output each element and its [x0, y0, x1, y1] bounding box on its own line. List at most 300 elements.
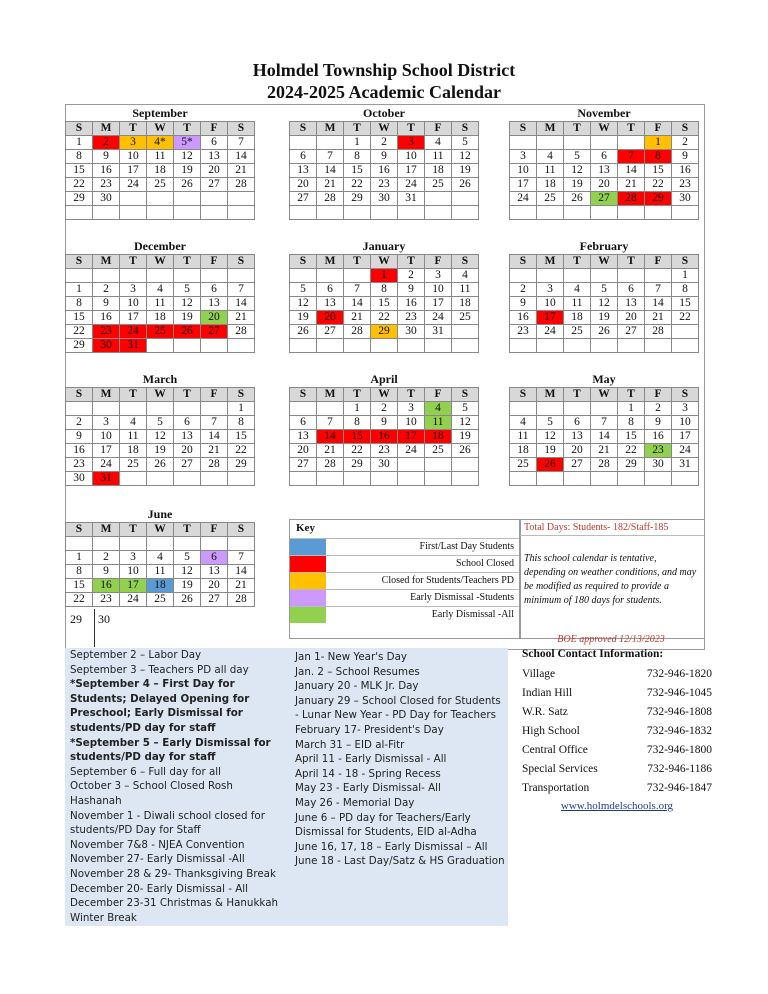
- weekday-header: S: [672, 122, 699, 136]
- day-cell: [537, 206, 564, 220]
- day-cell: [317, 269, 344, 283]
- weekday-header: W: [591, 388, 618, 402]
- day-cell: 26: [452, 178, 479, 192]
- day-cell: 29: [371, 325, 398, 339]
- weekday-header: F: [201, 523, 228, 537]
- day-cell: [174, 472, 201, 486]
- day-cell: [174, 537, 201, 551]
- day-cell: 8: [228, 416, 255, 430]
- month-table: [65, 254, 255, 353]
- day-cell: 13: [591, 164, 618, 178]
- day-cell: 26: [591, 325, 618, 339]
- day-cell: 1: [371, 269, 398, 283]
- day-cell: [564, 402, 591, 416]
- day-cell: 19: [537, 444, 564, 458]
- day-cell: 16: [398, 297, 425, 311]
- day-cell: 18: [452, 297, 479, 311]
- day-cell: 15: [645, 164, 672, 178]
- key-row: [290, 589, 520, 606]
- day-cell: [344, 472, 371, 486]
- day-cell: 15: [66, 164, 93, 178]
- day-cell: [228, 537, 255, 551]
- day-cell: 2: [93, 551, 120, 565]
- day-cell: 2: [672, 136, 699, 150]
- weekday-header: M: [317, 255, 344, 269]
- weekday-header: S: [228, 388, 255, 402]
- day-cell: 5: [537, 416, 564, 430]
- day-cell: 29: [645, 192, 672, 206]
- day-cell: 24: [398, 444, 425, 458]
- day-cell: [147, 537, 174, 551]
- day-cell: 5*: [174, 136, 201, 150]
- day-cell: 19: [174, 579, 201, 593]
- month-october: [289, 106, 479, 220]
- day-cell: [201, 269, 228, 283]
- day-cell: 11: [510, 430, 537, 444]
- day-cell: 6: [201, 551, 228, 565]
- weekday-header: S: [452, 255, 479, 269]
- key-label: Early Dismissal -Students: [410, 592, 514, 603]
- day-cell: 13: [317, 297, 344, 311]
- weekday-header: S: [66, 122, 93, 136]
- day-cell: [317, 339, 344, 353]
- day-cell: [66, 269, 93, 283]
- day-cell: [510, 269, 537, 283]
- day-cell: 10: [93, 430, 120, 444]
- contact-school: W.R. Satz: [522, 706, 568, 718]
- note-item: January 20 - MLK Jr. Day: [295, 680, 419, 693]
- day-cell: [174, 206, 201, 220]
- day-cell: 12: [147, 430, 174, 444]
- contact-phone: 732-946-1847: [646, 782, 712, 794]
- day-cell: 29: [344, 192, 371, 206]
- day-cell: 28: [228, 593, 255, 607]
- day-cell: [510, 472, 537, 486]
- day-cell: [645, 206, 672, 220]
- weekday-header: S: [228, 122, 255, 136]
- day-cell: [120, 472, 147, 486]
- day-cell: 17: [120, 579, 147, 593]
- weekday-header: M: [537, 122, 564, 136]
- key-swatch: [290, 607, 326, 623]
- day-cell: 27: [564, 458, 591, 472]
- day-cell: [93, 206, 120, 220]
- day-cell: 15: [66, 579, 93, 593]
- day-cell: [398, 206, 425, 220]
- weekday-header: S: [290, 388, 317, 402]
- note-item: April 11 - Early Dismissal - All: [295, 753, 447, 766]
- day-cell: 13: [174, 430, 201, 444]
- day-cell: 6: [317, 283, 344, 297]
- day-cell: 2: [371, 136, 398, 150]
- contact-phone: 732-946-1186: [647, 763, 712, 775]
- day-cell: 6: [290, 150, 317, 164]
- day-cell: [564, 472, 591, 486]
- note-item: Jan 1- New Year's Day: [295, 651, 408, 663]
- contact-school: Transportation: [522, 782, 590, 794]
- day-cell: 7: [228, 283, 255, 297]
- weekday-header: S: [452, 388, 479, 402]
- day-cell: [564, 136, 591, 150]
- note-item: June 18 - Last Day/Satz & HS Graduation: [295, 855, 505, 868]
- day-cell: 15: [672, 297, 699, 311]
- day-cell: [174, 402, 201, 416]
- day-cell: 19: [174, 164, 201, 178]
- note-item: May 26 - Memorial Day: [295, 796, 415, 809]
- day-cell: 10: [120, 297, 147, 311]
- day-cell: 3: [537, 283, 564, 297]
- day-cell: 19: [452, 430, 479, 444]
- day-cell: 18: [147, 311, 174, 325]
- day-cell: [120, 192, 147, 206]
- day-cell: [120, 537, 147, 551]
- day-cell: 17: [398, 430, 425, 444]
- day-cell: 7: [344, 283, 371, 297]
- day-cell: 11: [120, 430, 147, 444]
- day-cell: 14: [645, 297, 672, 311]
- weekday-header: T: [344, 388, 371, 402]
- contact-row: [522, 760, 712, 779]
- day-cell: 14: [228, 150, 255, 164]
- day-cell: [425, 192, 452, 206]
- day-cell: 15: [618, 430, 645, 444]
- weekday-header: W: [591, 122, 618, 136]
- day-cell: 30: [371, 458, 398, 472]
- day-cell: 31: [93, 472, 120, 486]
- contact-info: [522, 648, 712, 812]
- day-cell: 21: [317, 178, 344, 192]
- day-cell: [228, 206, 255, 220]
- day-cell: [371, 206, 398, 220]
- day-cell: 22: [672, 311, 699, 325]
- totals-box: [519, 519, 705, 639]
- day-cell: [174, 339, 201, 353]
- day-cell: 25: [147, 593, 174, 607]
- day-cell: [537, 269, 564, 283]
- day-cell: 22: [344, 178, 371, 192]
- day-cell: 9: [645, 416, 672, 430]
- day-cell: 21: [344, 311, 371, 325]
- day-cell: [290, 472, 317, 486]
- weekday-header: S: [672, 255, 699, 269]
- day-cell: 14: [317, 164, 344, 178]
- month-table: [65, 121, 255, 220]
- day-cell: 14: [201, 430, 228, 444]
- day-cell: [398, 458, 425, 472]
- note-item: December 23-31 Christmas & Hanukkah Winter Break: [70, 897, 279, 924]
- day-cell: 25: [425, 178, 452, 192]
- day-cell: [290, 339, 317, 353]
- district-title: Holmdel Township School District: [252, 60, 516, 80]
- day-cell: [564, 339, 591, 353]
- day-cell: 16: [66, 444, 93, 458]
- day-cell: 14: [344, 297, 371, 311]
- day-cell: 25: [147, 178, 174, 192]
- day-cell: 1: [672, 269, 699, 283]
- day-cell: 23: [672, 178, 699, 192]
- weekday-header: F: [425, 255, 452, 269]
- day-cell: 26: [174, 325, 201, 339]
- day-cell: 13: [290, 164, 317, 178]
- day-cell: 8: [645, 150, 672, 164]
- day-cell: 2: [66, 416, 93, 430]
- day-cell: [228, 269, 255, 283]
- day-cell: 24: [93, 458, 120, 472]
- day-cell: 24: [398, 178, 425, 192]
- weekday-header: F: [645, 122, 672, 136]
- day-cell: [510, 206, 537, 220]
- day-cell: 16: [672, 164, 699, 178]
- key-row: [290, 555, 520, 572]
- day-cell: 4: [537, 150, 564, 164]
- note-item: May 23 - Early Dismissal- All: [295, 782, 441, 795]
- weekday-header: T: [174, 122, 201, 136]
- day-cell: [371, 472, 398, 486]
- day-cell: [120, 269, 147, 283]
- day-cell: 19: [290, 311, 317, 325]
- day-cell: [344, 339, 371, 353]
- day-cell: 22: [228, 444, 255, 458]
- day-cell: 12: [174, 150, 201, 164]
- day-cell: 27: [317, 325, 344, 339]
- key-title: Key: [296, 522, 315, 534]
- day-cell: 18: [510, 444, 537, 458]
- month-may: [509, 372, 699, 486]
- weekday-header: M: [317, 122, 344, 136]
- day-cell: 18: [537, 178, 564, 192]
- note-item: *September 4 – First Day for Students; Delayed Opening for Preschool; Early Dismissal for students/PD day for staff: [70, 678, 250, 734]
- day-cell: 4: [452, 269, 479, 283]
- day-cell: 24: [672, 444, 699, 458]
- day-cell: 14: [228, 565, 255, 579]
- day-cell: [371, 339, 398, 353]
- day-cell: 1: [618, 402, 645, 416]
- day-cell: 1: [344, 402, 371, 416]
- day-cell: [425, 206, 452, 220]
- day-cell: 15: [371, 297, 398, 311]
- weekday-header: W: [371, 388, 398, 402]
- day-cell: 8: [344, 150, 371, 164]
- day-cell: 23: [645, 444, 672, 458]
- weekday-header: S: [66, 523, 93, 537]
- day-cell: 2: [93, 136, 120, 150]
- weekday-header: W: [591, 255, 618, 269]
- day-cell: 7: [228, 551, 255, 565]
- weekday-header: S: [228, 523, 255, 537]
- day-cell: 14: [228, 297, 255, 311]
- month-name: June: [147, 507, 173, 521]
- day-cell: 30: [371, 192, 398, 206]
- day-cell: 11: [147, 297, 174, 311]
- day-cell: [564, 269, 591, 283]
- key-row: [290, 538, 520, 555]
- day-cell: 11: [564, 297, 591, 311]
- note-item: November 7&8 - NJEA Convention: [70, 838, 245, 851]
- day-cell: 12: [174, 297, 201, 311]
- day-cell: [290, 269, 317, 283]
- weekday-header: T: [564, 122, 591, 136]
- day-cell: 17: [120, 311, 147, 325]
- day-cell: 25: [147, 325, 174, 339]
- day-cell: 29: [228, 458, 255, 472]
- key-swatch: [290, 573, 326, 589]
- day-cell: 8: [66, 565, 93, 579]
- day-cell: 2: [93, 283, 120, 297]
- day-cell: 8: [344, 416, 371, 430]
- day-cell: 24: [510, 192, 537, 206]
- day-cell: 1: [66, 551, 93, 565]
- day-cell: [452, 192, 479, 206]
- contact-title: School Contact Information:: [522, 648, 664, 660]
- day-cell: [317, 206, 344, 220]
- day-cell: 22: [66, 178, 93, 192]
- day-cell: 18: [564, 311, 591, 325]
- day-cell: 30: [672, 192, 699, 206]
- day-cell: 29: [66, 339, 93, 353]
- day-cell: 7: [317, 416, 344, 430]
- day-cell: 6: [564, 416, 591, 430]
- weekday-header: S: [290, 255, 317, 269]
- weekday-header: F: [425, 388, 452, 402]
- note-item: November 27- Early Dismissal -All: [70, 853, 245, 866]
- day-cell: 4: [147, 551, 174, 565]
- day-cell: [66, 402, 93, 416]
- website-link[interactable]: www.holmdelschools.org: [560, 800, 674, 812]
- note-item: November 28 & 29- Thanksgiving Break: [70, 867, 276, 880]
- day-cell: [147, 402, 174, 416]
- weekday-header: S: [510, 255, 537, 269]
- day-cell: [452, 206, 479, 220]
- day-cell: 20: [201, 164, 228, 178]
- day-cell: 28: [201, 458, 228, 472]
- day-cell: 25: [537, 192, 564, 206]
- day-cell: [66, 537, 93, 551]
- day-cell: [618, 472, 645, 486]
- day-cell: 21: [618, 178, 645, 192]
- day-cell: 30: [66, 472, 93, 486]
- day-cell: 4*: [147, 136, 174, 150]
- month-march: [65, 372, 255, 486]
- day-cell: 22: [618, 444, 645, 458]
- day-cell: 5: [452, 402, 479, 416]
- day-cell: 21: [228, 579, 255, 593]
- month-name: February: [579, 239, 629, 253]
- day-cell: [618, 269, 645, 283]
- day-cell: 25: [120, 458, 147, 472]
- day-cell: 25: [452, 311, 479, 325]
- day-cell: 6: [201, 283, 228, 297]
- day-cell: 22: [344, 444, 371, 458]
- key-swatch: [290, 539, 326, 555]
- day-cell: 7: [645, 283, 672, 297]
- day-cell: 13: [201, 150, 228, 164]
- weekday-header: W: [371, 122, 398, 136]
- day-cell: [228, 472, 255, 486]
- day-cell: [147, 472, 174, 486]
- month-table: [65, 387, 255, 486]
- note-item: November 1 - Diwali school closed for students/PD Day for Staff: [70, 809, 265, 837]
- day-cell: 26: [174, 178, 201, 192]
- day-cell: 28: [317, 458, 344, 472]
- day-cell: 8: [66, 150, 93, 164]
- day-cell: [147, 206, 174, 220]
- day-cell: 4: [425, 136, 452, 150]
- note-item: June 16, 17, 18 – Early Dismissal – All: [295, 840, 488, 853]
- day-cell: 12: [591, 297, 618, 311]
- weekday-header: T: [344, 255, 371, 269]
- day-cell: 12: [290, 297, 317, 311]
- day-cell: [672, 325, 699, 339]
- day-cell: 17: [672, 430, 699, 444]
- day-cell: 15: [344, 430, 371, 444]
- day-cell: [618, 136, 645, 150]
- day-cell: 24: [120, 178, 147, 192]
- day-cell: 9: [66, 430, 93, 444]
- day-cell: 8: [618, 416, 645, 430]
- day-cell: 5: [591, 283, 618, 297]
- day-cell: [317, 136, 344, 150]
- day-cell: 5: [174, 283, 201, 297]
- weekday-header: S: [452, 122, 479, 136]
- day-cell: 4: [147, 283, 174, 297]
- contact-phone: 732-946-1800: [646, 744, 712, 756]
- day-cell: 14: [591, 430, 618, 444]
- day-cell: [317, 402, 344, 416]
- day-cell: [398, 339, 425, 353]
- month-table: [289, 121, 479, 220]
- day-cell: 8: [371, 283, 398, 297]
- day-cell: 28: [618, 192, 645, 206]
- weekday-header: S: [66, 255, 93, 269]
- notes-left: [70, 648, 280, 925]
- june-day-30: 30: [98, 612, 110, 626]
- weekday-header: W: [371, 255, 398, 269]
- day-cell: 24: [120, 325, 147, 339]
- day-cell: [537, 339, 564, 353]
- day-cell: 23: [371, 178, 398, 192]
- day-cell: [93, 402, 120, 416]
- day-cell: 15: [344, 164, 371, 178]
- key-swatch: [290, 556, 326, 572]
- day-cell: 4: [120, 416, 147, 430]
- note-item: September 3 – Teachers PD all day: [70, 663, 249, 676]
- day-cell: [425, 458, 452, 472]
- day-cell: 31: [672, 458, 699, 472]
- weekday-header: F: [201, 122, 228, 136]
- day-cell: 10: [672, 416, 699, 430]
- day-cell: 11: [425, 416, 452, 430]
- day-cell: 16: [93, 164, 120, 178]
- day-cell: [452, 458, 479, 472]
- day-cell: 30: [645, 458, 672, 472]
- day-cell: 13: [564, 430, 591, 444]
- weekday-header: W: [147, 122, 174, 136]
- day-cell: [228, 339, 255, 353]
- day-cell: 12: [537, 430, 564, 444]
- day-cell: [93, 537, 120, 551]
- weekday-header: M: [317, 388, 344, 402]
- contact-school: Central Office: [522, 744, 588, 756]
- june-day-29: 29: [70, 612, 82, 626]
- note-item: March 31 – EID al-Fitr: [295, 738, 405, 751]
- month-january: [289, 239, 479, 353]
- day-cell: 7: [591, 416, 618, 430]
- day-cell: 22: [645, 178, 672, 192]
- day-cell: 16: [645, 430, 672, 444]
- key-label: Closed for Students/Teachers PD: [381, 575, 514, 586]
- note-item: April 14 - 18 - Spring Recess: [295, 767, 441, 780]
- day-cell: 14: [618, 164, 645, 178]
